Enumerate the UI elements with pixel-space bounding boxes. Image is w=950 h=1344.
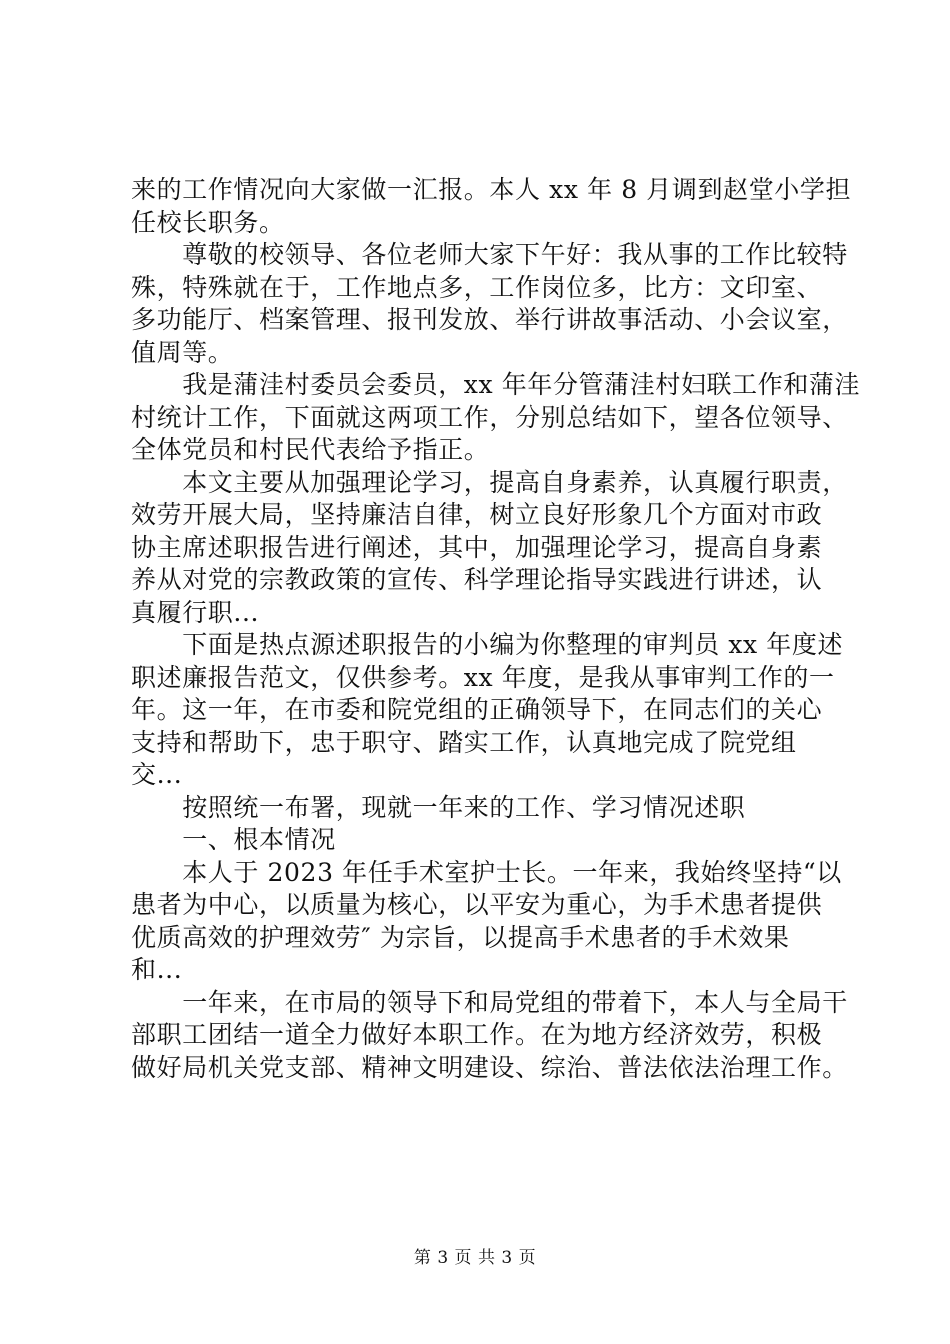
text-line: 按照统一布署，现就一年来的工作、学习情况述职 [131,792,746,822]
text-line: 支持和帮助下，忠于职守、踏实工作，认真地完成了院党组 [131,727,797,757]
text-line: 尊敬的校领导、各位老师大家下午好：我从事的工作比较特 [131,240,848,269]
text-line: 村统计工作，下面就这两项工作，分别总结如下，望各位领导、 [131,402,848,432]
text-line: 效劳开展大局，坚持廉洁自律，树立良好形象几个方面对市政 [131,500,823,529]
text-line: 和... [131,955,183,984]
text-line: 优质高效的护理效劳″ 为宗旨，以提高手术患者的手术效果 [131,922,790,952]
text-line: 协主席述职报告进行阐述，其中，加强理论学习，提高自身素 [131,532,823,562]
text-line: 年。这一年，在市委和院党组的正确领导下，在同志们的关心 [131,695,823,724]
text-line: 下面是热点源述职报告的小编为你整理的审判员 xx 年度述 [131,630,844,659]
document-body [131,174,861,1084]
text-line: 我是蒲洼村委员会委员，xx 年年分管蒲洼村妇联工作和蒲洼 [131,370,861,399]
text-line: 一年来，在市局的领导下和局党组的带着下，本人与全局干 [131,987,848,1017]
text-line: 全体党员和村民代表给予指正。 [131,435,490,464]
text-line: 真履行职... [131,597,260,627]
text-line: 患者为中心，以质量为核心，以平安为重心，为手术患者提供 [131,890,823,919]
text-line: 养从对党的宗教政策的宣传、科学理论指导实践进行讲述，认 [131,565,823,594]
text-line: 职述廉报告范文，仅供参考。xx 年度，是我从事审判工作的一 [131,662,835,692]
text-line: 值周等。 [131,337,234,367]
text-line: 来的工作情况向大家做一汇报。本人 xx 年 8 月调到赵堂小学担 [131,175,852,204]
text-line: 做好局机关党支部、精神文明建设、综治、普法依法治理工作。 [131,1052,848,1082]
text-line: 一、根本情况 [131,825,336,854]
text-line: 本人于 2023 年任手术室护士长。一年来，我始终坚持“以 [131,857,842,887]
text-line: 部职工团结一道全力做好本职工作。在为地方经济效劳，积极 [131,1020,823,1049]
page-number-footer: 第 3 页 共 3 页 [413,1248,537,1268]
text-line: 多功能厅、档案管理、报刊发放、举行讲故事活动、小会议室， [131,305,848,334]
text-line: 本文主要从加强理论学习，提高自身素养，认真履行职责， [131,467,848,497]
text-line: 殊，特殊就在于，工作地点多，工作岗位多，比方：文印室、 [131,272,823,302]
text-line: 任校长职务。 [131,207,285,237]
text-line: 交... [131,760,183,789]
